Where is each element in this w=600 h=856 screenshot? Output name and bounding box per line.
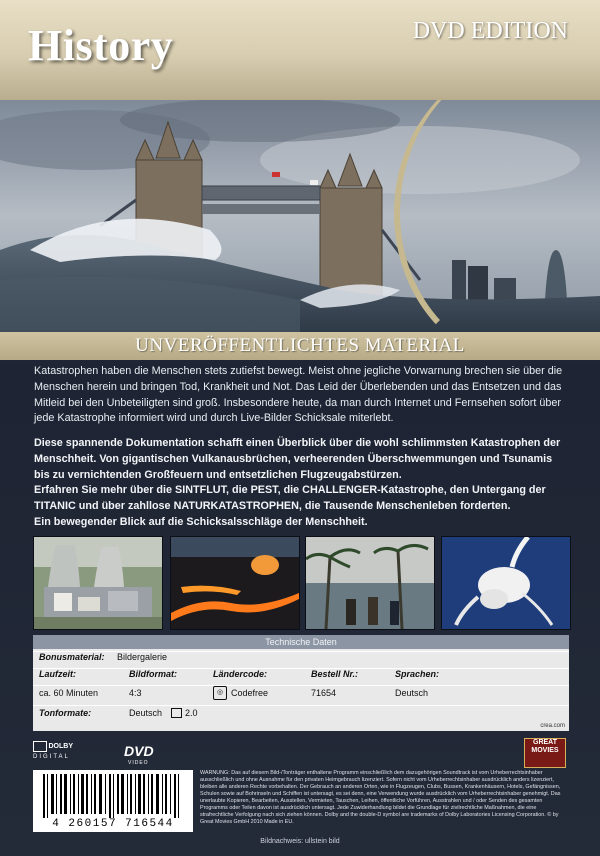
subtitle-band [0, 332, 600, 360]
dolby-text: DOLBY [48, 743, 73, 750]
region-globe-icon: ◎ [213, 686, 227, 700]
topics-paragraph: Erfahren Sie mehr über die SINTFLUT, die PEST, die CHALLENGER-Katastrophe, den Untergang der TITANIC und über zahllose NATURKATASTROPHEN, die Tausende Menschenleben forderten. [34, 484, 546, 513]
legal-notice: WARNUNG: Das auf diesem Bild-/Tonträger enthaltene Programm einschließlich dem dazugehörigen Soundtrack ist vom Urheberrechtsinhaber ausschließlich und ohne Ausnahme für den privaten Heimgebrauch lizenziert. Sofern nicht vom Urheberrechtsinhaber ausdrücklich anders lizenziert, bleiben alle anderen Rechte vorbehalten. Der Gebrauch an anderen Orten, wie in Flugzeugen, Clubs, Bussen, Krankenhäusern, Hotels, Gefängnissen, Schulen sowie auf Bohrinseln und Schiffen ist untersagt, es sei denn, eine Verwendung wurde ausdrücklich vom Urheberrechtsinhaber genehmigt. Das unerlaubte Kopieren, Bearbeiten, Ausstellen, Vermieten, Tauschen, Leihen, öffentliche Vorführen, Ausstrahlen und / oder Senden des gesamten Programms oder Teilen davon ist ausdrücklich untersagt. Jede Zuwiderhandlung bildet die Grundlage für zivilrechtliche Maßnahmen, die eine strafrechtliche Verfolgung nach sich ziehen können. Dolby and the double-D symbol are trademarks of Dolby Laboratories Licensing Corporation. © by Great Movies GmbH 2010 Made in EU. [200, 770, 561, 825]
subtitle: UNVERÖFFENTLICHTES MATERIAL [135, 335, 465, 356]
order-number-value: 71654 [311, 688, 337, 698]
double-d-icon [33, 741, 47, 752]
barcode-number: 4 260157 716544 [52, 818, 174, 830]
audio-channels: 2.0 [185, 708, 198, 718]
dolby-sub-text: DIGITAL [33, 754, 70, 760]
intro-paragraph: Katastrophen haben die Menschen stets zutiefst bewegt. Meist ohne jegliche Vorwarnung brechen sie über die Menschen herein und bringen Tod, Krankheit und Not. Das Leid der Überlebenden und das Entsetzen und das Mitleid bei den Unbeteiligten sind groß. Insbesondere heute, da man durch Internet und Fernsehen sofort über jede Katastrophe informiert wird und durch Live-Bilder Schicksale miterlebt. [34, 365, 563, 425]
technical-data-header: Technische Daten [33, 635, 569, 649]
description-block [34, 436, 569, 531]
designer-credit: crea.com [540, 723, 565, 729]
description-paragraph: Diese spannende Dokumentation schafft einen Überblick über die wohl schlimmsten Katastrophen der Menschheit. Von gigantischen Vulkanausbrüchen, verheerenden Überschwemmungen und Tsunamis bis zu vernichtenden Großfeuern und entsetzlichen Flugzeugabstürzen. [34, 437, 561, 481]
runtime-label: Laufzeit: [39, 669, 76, 679]
region-value: Codefree [231, 688, 269, 698]
spec-labels-row [33, 668, 569, 685]
bonus-row [33, 651, 569, 668]
runtime-value: ca. 60 Minuten [39, 688, 99, 698]
series-title: History [28, 21, 174, 70]
hero-image-tower-bridge-flood [0, 100, 600, 332]
photo-power-plant [33, 536, 163, 630]
photo-credit: Bildnachweis: ullstein bild [260, 838, 340, 845]
photo-lava-flow [170, 536, 300, 630]
languages-value: Deutsch [395, 688, 429, 698]
audio-format-value: Deutsch [129, 708, 163, 718]
header-band [0, 0, 600, 100]
region-label: Ländercode: [213, 669, 268, 679]
great-movies-logo: GREAT MOVIES [524, 738, 566, 768]
bonus-value: Bildergalerie [117, 652, 168, 662]
dolby-stereo-icon [171, 708, 182, 718]
audio-row [33, 705, 569, 722]
technical-data-panel [33, 635, 569, 731]
order-number-label: Bestell Nr.: [311, 669, 359, 679]
edition-label: DVD EDITION [412, 18, 568, 44]
photo-tsunami-palms [305, 536, 435, 630]
barcode [33, 770, 193, 832]
audio-format-label: Tonformate: [39, 708, 92, 718]
dvd-video-subtext: VIDEO [128, 760, 149, 766]
languages-label: Sprachen: [395, 669, 440, 679]
dolby-digital-logo [33, 741, 73, 760]
spec-values-row [33, 685, 569, 704]
photo-challenger-explosion [441, 536, 571, 630]
format-label: Bildformat: [129, 669, 177, 679]
format-value: 4:3 [129, 688, 142, 698]
closing-line: Ein bewegender Blick auf die Schicksalsschläge der Menschheit. [34, 515, 368, 528]
dvd-video-logo: DVD [124, 743, 154, 759]
bonus-label: Bonusmaterial: [39, 652, 105, 662]
